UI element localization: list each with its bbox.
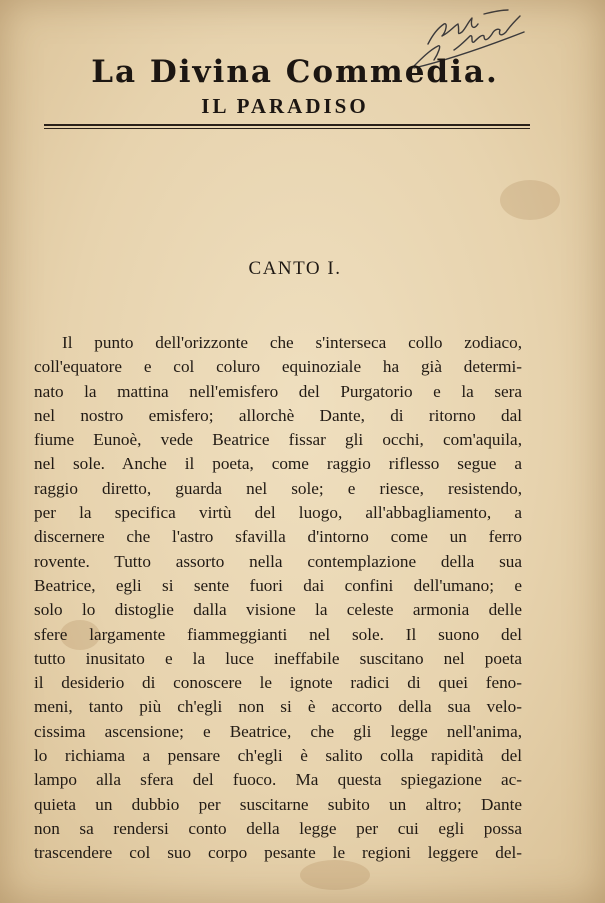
text-line: trascendere col suo corpo pesante le regioni leggere del- bbox=[34, 843, 522, 863]
paper-stain bbox=[500, 180, 560, 220]
header-rule-thick bbox=[44, 124, 530, 126]
text-line: cissima ascensione; e Beatrice, che gli legge nell'anima, bbox=[34, 721, 522, 741]
canto-heading: CANTO I. bbox=[248, 258, 342, 279]
text-line: rovente. Tutto assorto nella contemplazione della sua bbox=[34, 551, 522, 571]
text-line: meni, tanto più ch'egli non si è accorto della sua velo- bbox=[34, 697, 522, 717]
text-line: Il punto dell'orizzonte che s'interseca collo zodiaco, bbox=[62, 333, 522, 352]
text-line: lo richiama a pensare ch'egli è salito colla rapidità del bbox=[34, 746, 522, 766]
text-line: solo lo distoglie dalla visione la celeste armonia delle bbox=[34, 600, 522, 620]
text-line: sfere largamente fiammeggianti nel sole. Il suono del bbox=[34, 624, 522, 644]
text-line: coll'equatore e col coluro equinoziale ha già determi- bbox=[34, 357, 522, 377]
book-subtitle: IL PARADISO bbox=[201, 94, 369, 118]
header-rule-thin bbox=[44, 128, 530, 129]
text-line: discernere che l'astro sfavilla d'intorno come un ferro bbox=[34, 527, 522, 547]
text-line: nato la mattina nell'emisfero del Purgatorio e la sera bbox=[34, 381, 522, 401]
book-title: La Divina Commedia. bbox=[91, 54, 499, 90]
page-header bbox=[60, 52, 530, 120]
text-line: tutto inusitato e la luce ineffabile suscitano nel poeta bbox=[34, 648, 522, 668]
text-line: Beatrice, egli si sente fuori dai confini dell'umano; e bbox=[34, 575, 522, 595]
text-line: quieta un dubbio per suscitarne subito un altro; Dante bbox=[34, 794, 522, 814]
text-line: raggio diretto, guarda nel sole; e riesce, resistendo, bbox=[34, 478, 522, 498]
text-line: il desiderio di conoscere le ignote radici di quei feno- bbox=[34, 673, 522, 693]
canto-summary bbox=[34, 331, 522, 866]
text-line: per la specifica virtù del luogo, all'abbagliamento, a bbox=[34, 503, 522, 523]
text-line: nel sole. Anche il poeta, come raggio riflesso segue a bbox=[34, 454, 522, 474]
text-line: non sa rendersi conto della legge per cui egli possa bbox=[34, 818, 522, 838]
text-line: lampo alla sfera del fuoco. Ma questa spiegazione ac- bbox=[34, 770, 522, 790]
text-line: nel nostro emisfero; allorchè Dante, di ritorno dal bbox=[34, 405, 522, 425]
text-line: fiume Eunoè, vede Beatrice fissar gli occhi, com'aquila, bbox=[34, 430, 522, 450]
